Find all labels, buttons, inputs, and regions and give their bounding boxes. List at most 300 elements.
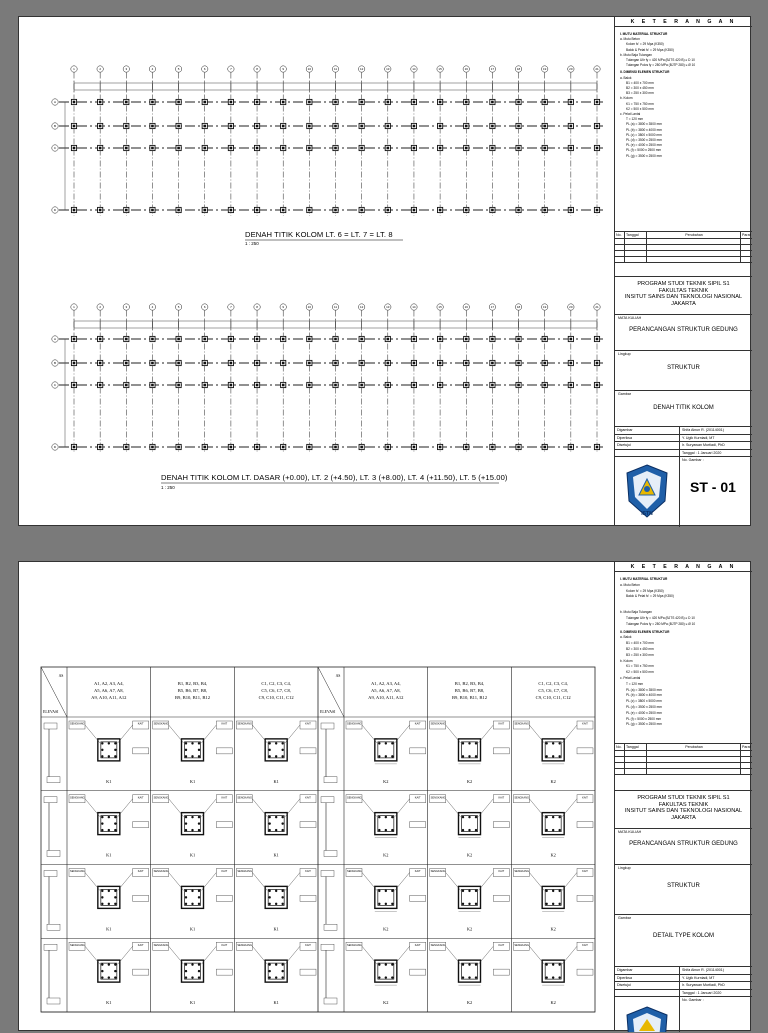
rebar xyxy=(462,903,464,905)
column-core xyxy=(543,209,546,212)
sengkang-label: SENGKANG xyxy=(430,943,446,947)
column-core xyxy=(256,147,259,150)
drawing-name-box xyxy=(615,391,752,427)
rebar-label-box xyxy=(410,748,426,754)
column-core xyxy=(543,446,546,449)
rebar xyxy=(198,829,200,831)
school-line: JAKARTA xyxy=(671,300,696,307)
column-core xyxy=(73,125,76,128)
column-core xyxy=(151,384,154,387)
rebar xyxy=(468,963,470,965)
rebar xyxy=(108,890,110,892)
column-core xyxy=(177,384,180,387)
column-core xyxy=(177,125,180,128)
sig-label xyxy=(615,990,680,997)
rebar xyxy=(378,976,380,978)
column-core xyxy=(387,338,390,341)
column-type-label: K2 xyxy=(383,852,389,858)
column-core xyxy=(596,147,599,150)
rev-change-header: Perubahan xyxy=(647,232,741,238)
column-core xyxy=(517,338,520,341)
column-core xyxy=(465,338,468,341)
course-label: MATA KULIAH xyxy=(618,316,642,320)
column-core xyxy=(177,446,180,449)
drawing-name-label: Gambar xyxy=(618,916,631,920)
school-line: INSITUT SAINS DAN TEKNOLOGI NASIONAL xyxy=(624,294,743,301)
column-core xyxy=(543,362,546,365)
note: K2 = 500 x 500 mm xyxy=(626,670,654,675)
rebar xyxy=(108,816,110,818)
column-header-text: B5, B6, B7, B8, xyxy=(454,688,485,693)
elevation-marker xyxy=(47,777,60,783)
rebar xyxy=(101,755,103,757)
grid-label: 1 xyxy=(73,67,75,72)
column-core xyxy=(570,338,573,341)
grid-label: 5 xyxy=(177,67,180,72)
course-label: MATA KULIAH xyxy=(618,830,642,834)
sengkang-label: SENGKANG xyxy=(70,870,85,873)
rebar xyxy=(108,742,110,744)
rebar xyxy=(275,816,277,818)
rebar xyxy=(545,755,547,757)
rebar xyxy=(462,963,464,965)
column-core xyxy=(73,446,76,449)
column-core xyxy=(360,209,363,212)
grid-label: 16 xyxy=(464,305,468,310)
elevasi-label: ELEVASI xyxy=(43,710,59,714)
column-core xyxy=(151,338,154,341)
column-type-label: K1 xyxy=(273,926,279,932)
rebar xyxy=(114,903,116,905)
rebar xyxy=(281,822,283,824)
rebar xyxy=(191,829,193,831)
grid-label: 2 xyxy=(99,305,101,310)
kait-label: KAIT xyxy=(137,722,144,726)
column-core xyxy=(282,384,285,387)
note: b. Kolom xyxy=(620,658,633,663)
note: PL (b) = 3800 x 4000 mm xyxy=(626,127,662,132)
rebar xyxy=(475,963,477,965)
note: Tulangan Polos fy = 280 MPa (BJTP 280) ≤ Ø 10 xyxy=(626,621,696,626)
column-header-text: B9, B10, B11, B12 xyxy=(174,695,211,700)
drawing-sheet-1 xyxy=(18,16,751,526)
rebar xyxy=(114,976,116,978)
sengkang-label: SENGKANG xyxy=(430,796,446,800)
plan2-scale: 1 : 250 xyxy=(161,485,175,490)
column-core xyxy=(570,101,573,104)
rebar-label-box xyxy=(300,895,316,901)
column-core xyxy=(517,446,520,449)
column-core xyxy=(334,147,337,150)
grid-label: 9 xyxy=(282,67,285,72)
rebar xyxy=(198,755,200,757)
column-header-text: A1, A2, A3, A4, xyxy=(93,681,124,686)
elevation-marker xyxy=(47,851,60,857)
school-line: PROGRAM STUDI TEKNIK SIPIL S1 xyxy=(637,281,730,287)
rebar xyxy=(545,963,547,965)
column-core xyxy=(596,384,599,387)
column-core xyxy=(256,338,259,341)
note-heading: I. MUTU MATERIAL STRUKTUR xyxy=(620,577,668,581)
rebar xyxy=(378,829,380,831)
istn-logo-icon xyxy=(615,997,679,1032)
rebar xyxy=(281,970,283,972)
rebar xyxy=(191,890,193,892)
column-core xyxy=(439,125,442,128)
rebar xyxy=(552,755,554,757)
sig-label xyxy=(615,450,680,457)
as-label: AS xyxy=(335,674,341,678)
rebar xyxy=(552,963,554,965)
rebar xyxy=(114,749,116,751)
column-core xyxy=(491,446,494,449)
logo-row xyxy=(615,997,752,1032)
grid-label: 8 xyxy=(256,305,258,310)
column-core xyxy=(439,338,442,341)
elevation-marker xyxy=(47,924,60,930)
rebar xyxy=(275,903,277,905)
drawing-number-label: No. Gambar : xyxy=(682,998,704,1002)
school-block xyxy=(615,793,752,829)
school-line: PROGRAM STUDI TEKNIK SIPIL S1 xyxy=(637,795,730,801)
note: b. Kolom xyxy=(620,96,633,101)
grid-label: 8 xyxy=(256,67,258,72)
grid-label: 7 xyxy=(230,305,232,310)
drawing-number-box xyxy=(680,997,752,1032)
note: b. Mutu Baja Tulangan xyxy=(620,610,652,615)
rebar xyxy=(268,755,270,757)
rebar-label-box xyxy=(133,969,149,975)
column-core xyxy=(491,362,494,365)
column-core xyxy=(491,338,494,341)
sig-value: Y. Ugik Kurniadi, MT xyxy=(682,975,715,980)
rebar xyxy=(558,755,560,757)
keterangan-heading: K E T E R A N G A N xyxy=(615,17,752,27)
rebar xyxy=(185,890,187,892)
drawing-name-value: DETAIL TYPE KOLOM xyxy=(653,933,714,939)
rebar xyxy=(391,742,393,744)
notes-list xyxy=(615,572,752,731)
column-core xyxy=(151,125,154,128)
column-type-label: K2 xyxy=(550,1000,556,1005)
rebar-label-box xyxy=(133,822,149,828)
column-type-label: K1 xyxy=(189,926,196,932)
column-header-text: C9, C10, C11, C12 xyxy=(535,695,571,700)
column-core xyxy=(517,101,520,104)
plan1-scale: 1 : 250 xyxy=(245,241,259,246)
grid-label: D xyxy=(53,445,57,450)
istn-logo xyxy=(615,997,680,1032)
rebar-label-box xyxy=(300,748,316,754)
sig-value: Tanggal : 1 Januari 2020 xyxy=(682,990,722,995)
rebar xyxy=(198,976,200,978)
kait-label: KAIT xyxy=(498,722,505,726)
istn-logo xyxy=(615,457,680,527)
column-core xyxy=(465,446,468,449)
sengkang-label: SENGKANG xyxy=(347,722,362,726)
note: PL (b) = 3800 x 4000 mm xyxy=(626,693,662,698)
rebar xyxy=(185,896,187,898)
note: PL (f) = 5000 x 2500 mm xyxy=(626,148,662,153)
kait-label: KAIT xyxy=(498,870,505,873)
rebar xyxy=(281,829,283,831)
kait-label: KAIT xyxy=(414,722,421,726)
kait-label: KAIT xyxy=(414,870,421,873)
column-core xyxy=(151,362,154,365)
rebar xyxy=(114,829,116,831)
rebar xyxy=(281,755,283,757)
grid-label: 9 xyxy=(282,305,285,310)
rebar xyxy=(191,742,193,744)
rebar xyxy=(468,829,470,831)
rebar-label-box xyxy=(133,895,149,901)
grid-label: 2 xyxy=(99,67,101,72)
column-core xyxy=(413,338,416,341)
column-type-label: K2 xyxy=(466,852,473,858)
rebar xyxy=(101,963,103,965)
column-core xyxy=(517,147,520,150)
column-core xyxy=(99,209,102,212)
sig-label: Diperiksa xyxy=(615,975,680,982)
elevation-marker xyxy=(321,871,334,877)
rebar xyxy=(268,896,270,898)
rebar-label-box xyxy=(300,969,316,975)
rebar xyxy=(462,742,464,744)
note: B2 = 300 x 450 mm xyxy=(626,646,654,651)
signature-block xyxy=(615,967,752,997)
rebar xyxy=(558,742,560,744)
note: B1 = 400 x 700 mm xyxy=(626,80,654,85)
column-core xyxy=(282,338,285,341)
rebar xyxy=(462,890,464,892)
column-core xyxy=(334,101,337,104)
column-core xyxy=(570,384,573,387)
rebar xyxy=(391,890,393,892)
column-core xyxy=(230,338,233,341)
elevation-marker xyxy=(44,944,57,950)
column-header-text: C9, C10, C11, C12 xyxy=(258,695,294,700)
rebar xyxy=(114,755,116,757)
rebar-label-box xyxy=(577,895,593,901)
rebar xyxy=(198,749,200,751)
note: PL (e) = 4000 x 2500 mm xyxy=(626,143,662,148)
column-header-text: A9, A10, A11, A12 xyxy=(368,695,404,700)
kait-label: KAIT xyxy=(221,722,228,726)
column-core xyxy=(413,362,416,365)
column-core xyxy=(360,147,363,150)
column-core xyxy=(413,446,416,449)
column-core xyxy=(543,125,546,128)
grid-label: 12 xyxy=(359,67,364,72)
kait-label: KAIT xyxy=(305,870,311,873)
column-core xyxy=(491,147,494,150)
column-core xyxy=(177,209,180,212)
school-line: JAKARTA xyxy=(671,814,696,821)
note: a. Balok xyxy=(620,635,632,640)
column-core xyxy=(413,125,416,128)
rebar xyxy=(185,822,187,824)
column-type-label: K2 xyxy=(383,926,389,932)
title-block xyxy=(614,17,752,525)
grid-label: 18 xyxy=(516,67,521,72)
sengkang-label: SENGKANG xyxy=(430,722,446,726)
sengkang-label: SENGKANG xyxy=(237,722,253,726)
rev-date-header: Tanggal xyxy=(625,744,647,750)
rebar xyxy=(108,829,110,831)
rebar xyxy=(475,903,477,905)
column-core xyxy=(387,446,390,449)
column-core xyxy=(282,125,285,128)
column-core xyxy=(308,362,311,365)
rebar xyxy=(385,755,387,757)
rebar xyxy=(185,903,187,905)
column-core xyxy=(230,147,233,150)
rebar xyxy=(385,816,387,818)
sengkang-label: SENGKANG xyxy=(514,722,530,726)
rebar xyxy=(114,742,116,744)
column-type-label: K1 xyxy=(273,778,279,784)
rebar xyxy=(462,829,464,831)
sengkang-label: SENGKANG xyxy=(70,722,85,726)
sengkang-label: SENGKANG xyxy=(153,943,169,947)
grid-label: A xyxy=(53,100,57,105)
kait-label: KAIT xyxy=(305,796,311,800)
note: K1 = 750 x 750 mm xyxy=(626,101,654,106)
column-type-label: K1 xyxy=(189,852,196,858)
drawing-sheet-2 xyxy=(18,561,751,1031)
column-core xyxy=(570,209,573,212)
column-core xyxy=(360,101,363,104)
kait-label: KAIT xyxy=(414,943,421,947)
rebar xyxy=(191,963,193,965)
note: a. Mutu Beton xyxy=(620,582,640,587)
column-type-label: K2 xyxy=(550,852,556,858)
scope-label: Lingkup xyxy=(618,866,631,870)
grid-label: 6 xyxy=(203,305,206,310)
elevation-marker xyxy=(324,851,337,857)
elevation-marker xyxy=(324,777,337,783)
column-plan-svg xyxy=(19,17,614,527)
scope-box xyxy=(615,865,752,915)
note: Tulangan Ulir fy = 420 MPa (BJTS 420 B) ≥ D 10 xyxy=(626,58,695,63)
column-core xyxy=(308,125,311,128)
rebar xyxy=(545,903,547,905)
column-header-text: C5, C6, C7, C8, xyxy=(538,688,568,693)
rebar xyxy=(108,976,110,978)
rebar xyxy=(281,816,283,818)
revision-table xyxy=(615,231,752,277)
column-core xyxy=(230,209,233,212)
sig-value: Tanggal : 1 Januari 2020 xyxy=(682,450,722,455)
rebar-label-box xyxy=(410,822,426,828)
column-core xyxy=(491,125,494,128)
kait-label: KAIT xyxy=(221,870,228,873)
course-value: PERANCANGAN STRUKTUR GEDUNG xyxy=(629,841,738,847)
column-core xyxy=(439,384,442,387)
note: c. Pelat Lantai xyxy=(620,675,641,680)
rebar xyxy=(281,749,283,751)
rebar xyxy=(378,742,380,744)
note-heading: II. DIMENSI ELEMEN STRUKTUR xyxy=(620,629,670,634)
rebar xyxy=(114,822,116,824)
note: a. Mutu Beton xyxy=(620,37,640,42)
rebar xyxy=(275,976,277,978)
rebar xyxy=(108,755,110,757)
rebar xyxy=(198,890,200,892)
sengkang-label: SENGKANG xyxy=(347,796,362,800)
rebar xyxy=(108,903,110,905)
column-core xyxy=(413,384,416,387)
rebar xyxy=(185,970,187,972)
kait-label: KAIT xyxy=(221,943,228,947)
kait-label: KAIT xyxy=(137,796,144,800)
grid-label: 4 xyxy=(151,67,154,72)
note: PL (g) = 3500 x 2500 mm xyxy=(626,153,662,158)
rebar xyxy=(552,976,554,978)
column-core xyxy=(99,147,102,150)
rebar-label-box xyxy=(216,748,232,754)
rev-paraf-header: Paraf xyxy=(742,745,751,749)
grid-label: 15 xyxy=(438,67,442,72)
school-line: FAKULTAS TEKNIK xyxy=(658,801,709,808)
column-core xyxy=(256,446,259,449)
rebar xyxy=(385,903,387,905)
rebar xyxy=(198,816,200,818)
column-core xyxy=(308,446,311,449)
column-core xyxy=(99,101,102,104)
note: B2 = 300 x 450 mm xyxy=(626,86,654,91)
rebar xyxy=(378,816,380,818)
sengkang-label: SENGKANG xyxy=(430,870,446,873)
column-detail-drawing xyxy=(19,562,614,1030)
column-core xyxy=(439,362,442,365)
drawing-number-label: No. Gambar : xyxy=(682,458,704,462)
note: PL (d) = 3500 x 2500 mm xyxy=(626,704,662,709)
column-core xyxy=(73,101,76,104)
logo-text: ISTN xyxy=(641,511,653,517)
column-core xyxy=(282,362,285,365)
kait-label: KAIT xyxy=(305,722,311,726)
rebar xyxy=(191,903,193,905)
rebar-label-box xyxy=(410,969,426,975)
elevation-marker xyxy=(321,944,334,950)
column-core xyxy=(282,446,285,449)
rebar xyxy=(391,755,393,757)
rebar xyxy=(468,903,470,905)
grid-label: 11 xyxy=(333,67,338,72)
column-header-text: A5, A6, A7, A8, xyxy=(370,688,401,693)
column-core xyxy=(360,125,363,128)
rebar xyxy=(552,816,554,818)
note: Tulangan Polos fy = 280 MPa (BJTP 280) ≤ Ø 10 xyxy=(626,63,696,68)
note: Kolom fc' = 29 Mpa (K350) xyxy=(626,42,664,47)
sig-value: Shifa Ainun R. (20114001) xyxy=(682,968,724,972)
rebar xyxy=(281,976,283,978)
grid-label: 13 xyxy=(386,67,390,72)
column-type-label: K1 xyxy=(106,1000,112,1005)
elevation-marker xyxy=(47,998,60,1004)
column-core xyxy=(203,338,206,341)
scope-box xyxy=(615,351,752,391)
revision-table xyxy=(615,743,752,791)
column-core xyxy=(543,147,546,150)
column-type-label: K1 xyxy=(273,852,279,858)
rebar xyxy=(545,816,547,818)
grid-label: 12 xyxy=(359,305,364,310)
column-header-text: B1, B2, B3, B4, xyxy=(454,681,485,686)
rebar xyxy=(558,976,560,978)
rebar xyxy=(198,970,200,972)
